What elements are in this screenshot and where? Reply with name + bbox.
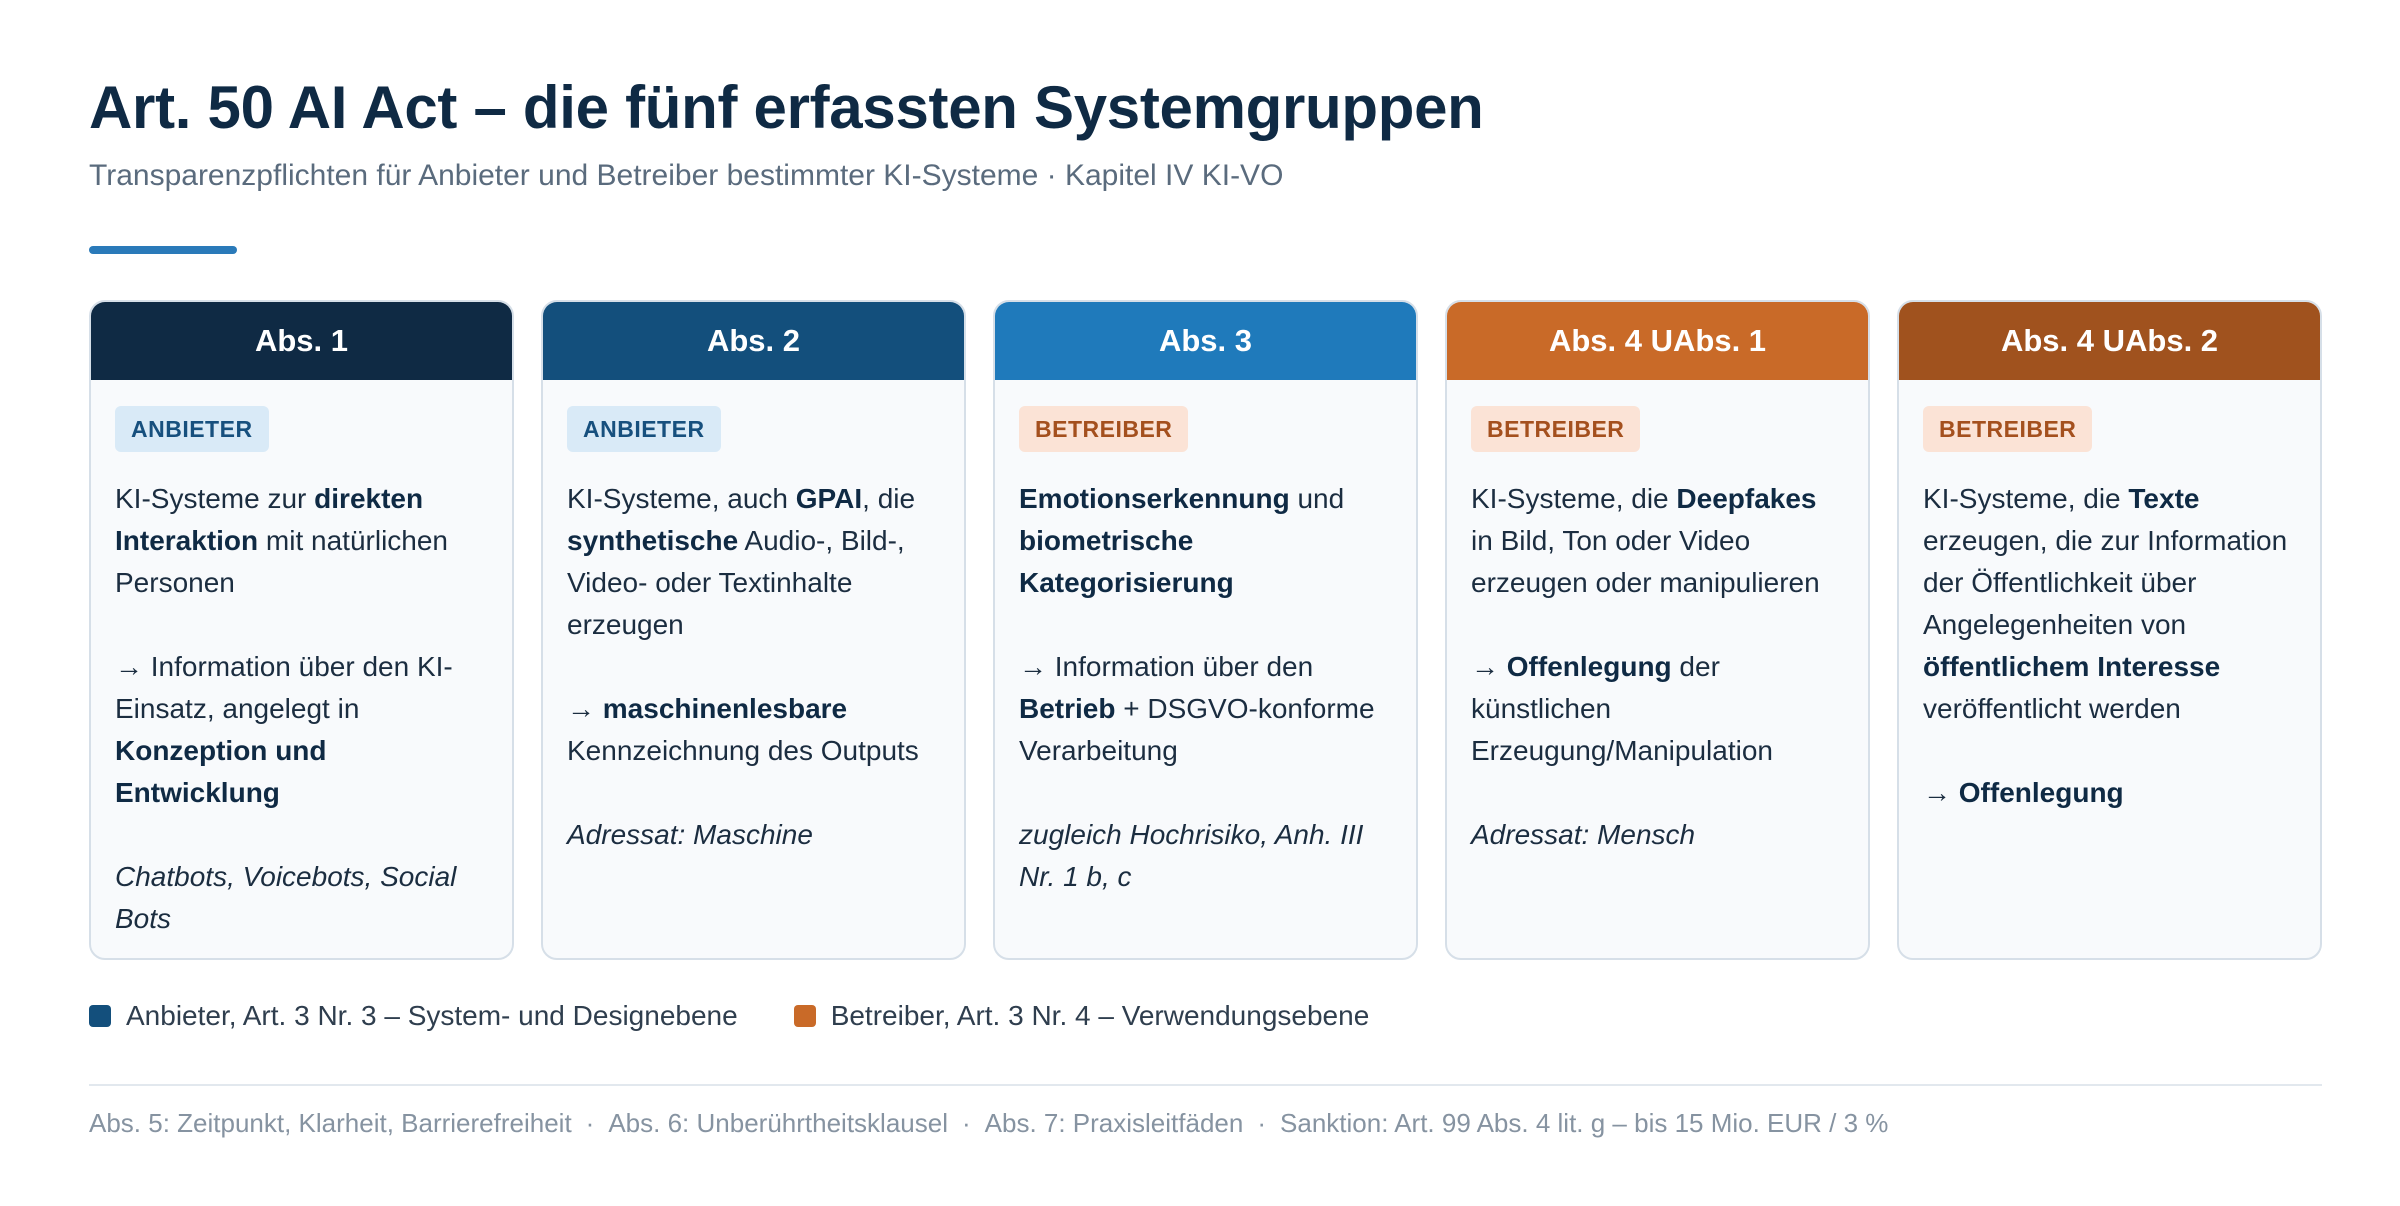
card-body	[1899, 380, 2320, 834]
footnote-item: Abs. 6: Unberührtheitsklausel	[608, 1108, 948, 1138]
body-text: in Bild, Ton oder Video erzeugen oder manipulieren	[1471, 525, 1820, 598]
card-description	[115, 478, 488, 940]
card-paragraph	[1471, 478, 1844, 604]
emphasis-text: Betrieb	[1019, 693, 1116, 724]
card-body	[543, 380, 964, 876]
footnote-separator: ·	[961, 1108, 971, 1138]
card-paragraph	[115, 646, 488, 814]
body-text: und	[1289, 483, 1345, 514]
emphasis-text: öffentlichem Interesse	[1923, 651, 2221, 682]
card-paragraph	[567, 688, 940, 772]
body-text: →	[1923, 777, 1959, 808]
card-2	[541, 300, 966, 960]
card-paragraph	[115, 856, 488, 940]
body-text: Audio-, Bild-, Video- oder Textinhalte erzeugen	[567, 525, 905, 640]
card-paragraph	[115, 478, 488, 604]
emphasis-text: Emotionserkennung	[1019, 483, 1290, 514]
footnote-item: Abs. 5: Zeitpunkt, Klarheit, Barrierefreiheit	[89, 1108, 572, 1138]
emphasis-text: Texte	[2128, 483, 2200, 514]
body-text: mit natürlichen Personen	[115, 525, 449, 598]
page	[89, 72, 2322, 1140]
role-badge: BETREIBER	[1019, 406, 1188, 452]
body-text: → Information über den	[1019, 651, 1314, 682]
body-text: KI-Systeme, die	[1923, 483, 2129, 514]
legend-swatch	[89, 1005, 111, 1027]
body-text: + DSGVO-konforme Verarbeitung	[1019, 693, 1375, 766]
emphasis-text: Deepfakes	[1676, 483, 1817, 514]
example-text: zugleich Hochrisiko, Anh. III Nr. 1 b, c	[1019, 819, 1364, 892]
legend-label: Anbieter, Art. 3 Nr. 3 – System- und Designebene	[126, 1000, 738, 1031]
footnote	[89, 1106, 2322, 1140]
card-header: Abs. 3	[995, 302, 1416, 380]
accent-bar	[89, 246, 237, 254]
card-body	[1447, 380, 1868, 876]
body-text: Kennzeichnung des Outputs	[567, 735, 919, 766]
example-text: Adressat: Maschine	[567, 819, 813, 850]
example-text: Chatbots, Voicebots, Social Bots	[115, 861, 457, 934]
footnote-separator: ·	[585, 1108, 595, 1138]
card-header: Abs. 1	[91, 302, 512, 380]
card-4	[1445, 300, 1870, 960]
body-text: erzeugen, die zur Information der Öffentlichkeit über Angelegenheiten von	[1923, 525, 2288, 640]
body-text: KI-Systeme, die	[1471, 483, 1677, 514]
card-paragraph	[1923, 478, 2296, 730]
body-text: , die	[862, 483, 916, 514]
card-body	[995, 380, 1416, 918]
emphasis-text: biometrische Kategorisierung	[1019, 525, 1234, 598]
emphasis-text: Offenlegung	[1958, 777, 2124, 808]
card-paragraph	[1019, 646, 1392, 772]
card-paragraph	[567, 478, 940, 646]
card-3	[993, 300, 1418, 960]
divider	[89, 1084, 2322, 1086]
page-subtitle: Transparenzpflichten für Anbieter und Betreiber bestimmter KI-Systeme · Kapitel IV KI-VO	[89, 159, 1284, 192]
card-paragraph	[1471, 646, 1844, 772]
body-text: KI-Systeme, auch	[567, 483, 796, 514]
role-badge: ANBIETER	[115, 406, 269, 452]
body-text: veröffentlicht werden	[1923, 693, 2181, 724]
example-text: Adressat: Mensch	[1471, 819, 1696, 850]
card-description	[1019, 478, 1392, 898]
card-paragraph	[1019, 478, 1392, 604]
body-text: → Information über den KI-Einsatz, angelegt in	[115, 651, 453, 724]
card-description	[567, 478, 940, 856]
page-title: Art. 50 AI Act – die fünf erfassten Systemgruppen	[89, 74, 1484, 141]
emphasis-text: direkten Interaktion	[115, 483, 424, 556]
legend-swatch	[794, 1005, 816, 1027]
legend	[89, 1000, 2322, 1032]
legend-item	[794, 1000, 1370, 1032]
body-text: →	[1471, 651, 1507, 682]
emphasis-text: maschinenlesbare	[602, 693, 848, 724]
footnote-item: Abs. 7: Praxisleitfäden	[984, 1108, 1244, 1138]
card-paragraph	[1019, 814, 1392, 898]
card-header: Abs. 2	[543, 302, 964, 380]
body-text: der künstlichen Erzeugung/Manipulation	[1471, 651, 1773, 766]
card-paragraph	[1471, 814, 1844, 856]
emphasis-text: Konzeption und Entwicklung	[115, 735, 327, 808]
card-header: Abs. 4 UAbs. 1	[1447, 302, 1868, 380]
card-description	[1471, 478, 1844, 856]
card-paragraph	[567, 814, 940, 856]
card-description	[1923, 478, 2296, 814]
card-row	[89, 300, 2322, 960]
footnote-item: Sanktion: Art. 99 Abs. 4 lit. g – bis 15 Mio. EUR / 3 %	[1280, 1108, 1889, 1138]
emphasis-text: synthetische	[567, 525, 739, 556]
legend-item	[89, 1000, 738, 1032]
card-5	[1897, 300, 2322, 960]
body-text: KI-Systeme zur	[115, 483, 315, 514]
card-header: Abs. 4 UAbs. 2	[1899, 302, 2320, 380]
card-1	[89, 300, 514, 960]
emphasis-text: Offenlegung	[1506, 651, 1672, 682]
footnote-separator: ·	[1257, 1108, 1267, 1138]
role-badge: BETREIBER	[1923, 406, 2092, 452]
role-badge: BETREIBER	[1471, 406, 1640, 452]
emphasis-text: GPAI	[795, 483, 863, 514]
card-body	[91, 380, 512, 960]
card-paragraph	[1923, 772, 2296, 814]
body-text: →	[567, 693, 603, 724]
role-badge: ANBIETER	[567, 406, 721, 452]
legend-label: Betreiber, Art. 3 Nr. 4 – Verwendungsebene	[830, 1000, 1370, 1031]
